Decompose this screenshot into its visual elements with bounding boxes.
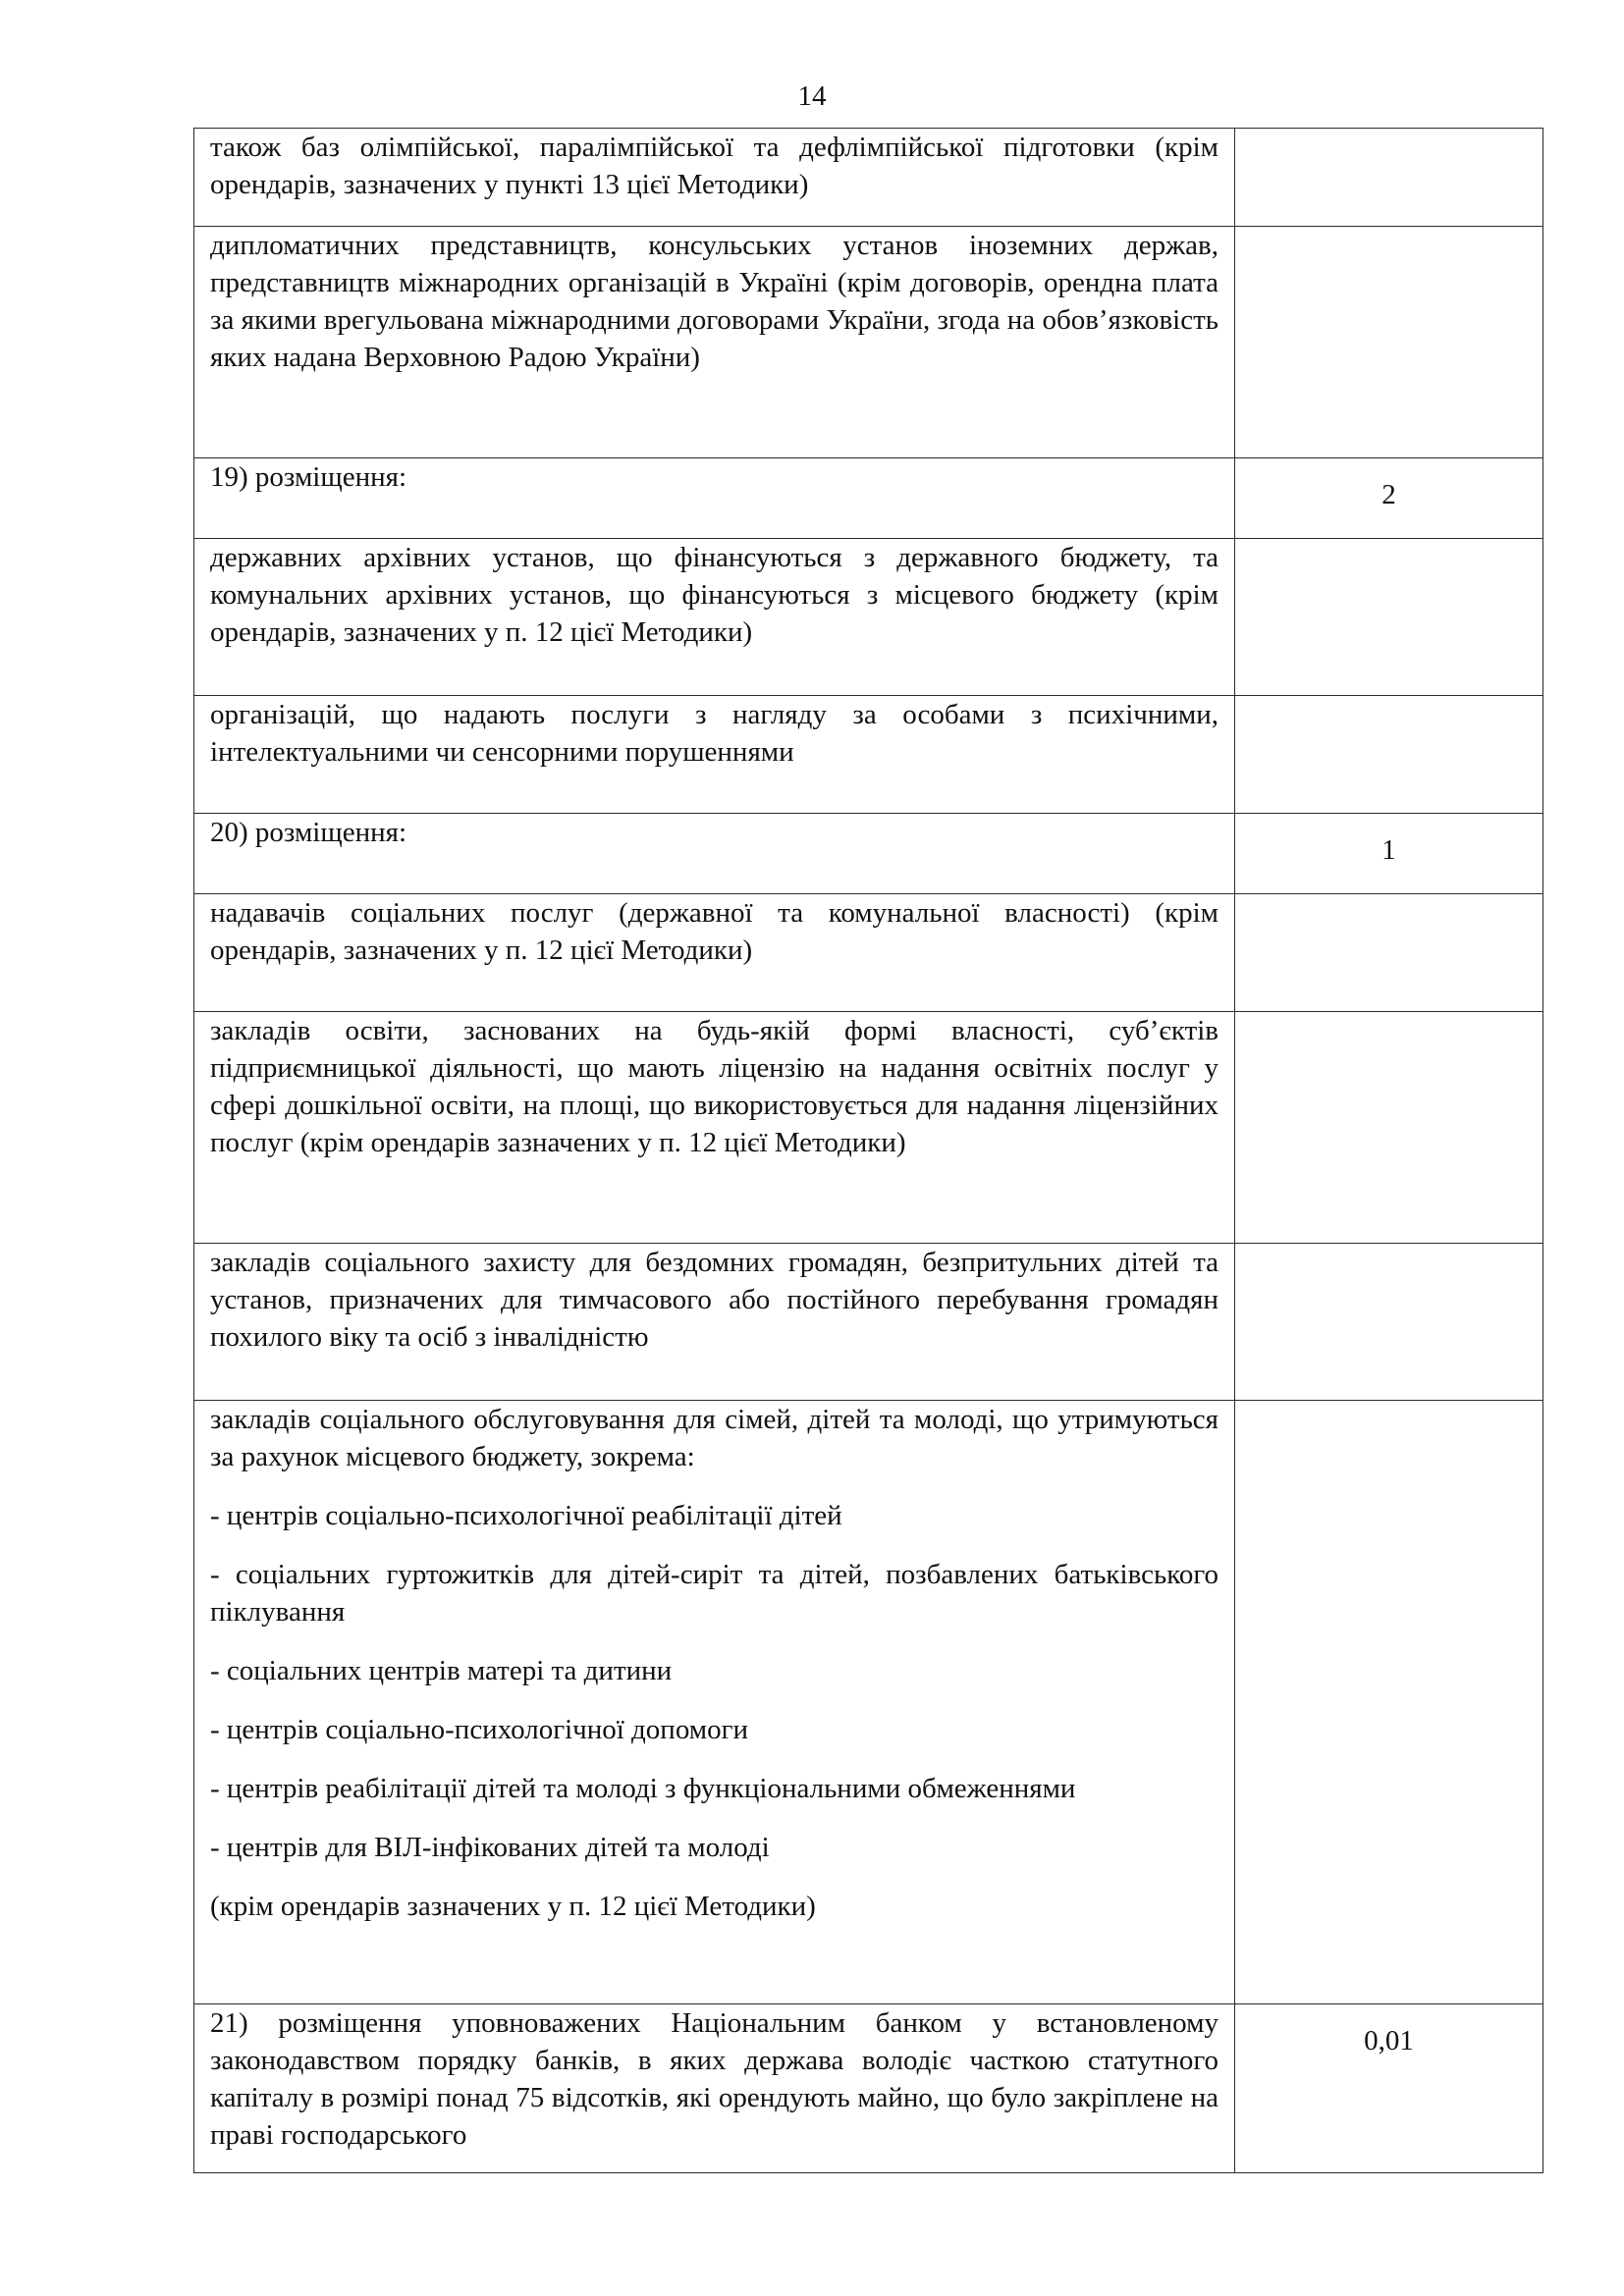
table-row [194,458,1543,539]
table-row [194,129,1543,227]
list-item: - центрів реабілітації дітей та молоді з функціональними обмеженнями [210,1773,1076,1804]
table-row [194,227,1543,458]
row-description: також баз олімпійської, паралімпійської та дефлімпійської підготовки (крім орендарів, зазначених у пункті 13 цієї Методики) [210,132,1218,200]
row-description: 19) розміщення: [210,461,406,493]
table-row [194,814,1543,894]
row-value: 1 [1381,834,1396,866]
list-item: - соціальних гуртожитків для дітей-сиріт та дітей, позбавлених батьківського піклування [210,1559,1218,1628]
row-description: дипломатичних представництв, консульських установ іноземних держав, представництв міжнародних організацій в Україні (крім договорів, орендна плата за якими врегульована міжнародними договорами України, згода на обов’язковість яких надана Верховною Радою України) [210,230,1218,373]
list-item: (крім орендарів зазначених у п. 12 цієї Методики) [210,1891,816,1922]
row-description: закладів освіти, заснованих на будь-якій формі власності, суб’єктів підприємницької діяльності, що мають ліцензію на надання освітніх послуг у сфері дошкільної освіти, на площі, що використовується для надання ліцензійних послуг (крім орендарів зазначених у п. 12 цієї Методики) [210,1015,1218,1158]
table-row [194,539,1543,696]
table-row [194,1401,1543,2004]
list-item: - центрів для ВІЛ-інфікованих дітей та молоді [210,1832,770,1863]
row-value: 2 [1381,479,1396,510]
row-description: державних архівних установ, що фінансуються з державного бюджету, та комунальних архівних установ, що фінансуються з місцевого бюджету (крім орендарів, зазначених у п. 12 цієї Методики) [210,542,1218,648]
page-number: 14 [797,80,827,112]
list-item: - соціальних центрів матері та дитини [210,1655,673,1686]
row-description: організацій, що надають послуги з нагляду за особами з психічними, інтелектуальними чи сенсорними порушеннями [210,699,1218,768]
rent-rates-table [193,128,1543,2173]
list-item: - центрів соціально-психологічної реабілітації дітей [210,1500,842,1531]
row-description: закладів соціального захисту для бездомних громадян, безпритульних дітей та установ, призначених для тимчасового або постійного перебування громадян похилого віку та осіб з інвалідністю [210,1247,1218,1353]
row-description: надавачів соціальних послуг (державної та комунальної власності) (крім орендарів, зазначених у п. 12 цієї Методики) [210,897,1218,966]
list-item: - центрів соціально-психологічної допомоги [210,1714,749,1745]
row-value: 0,01 [1364,2025,1414,2056]
table-row [194,696,1543,814]
table-row [194,1012,1543,1244]
table-row [194,894,1543,1012]
row-description: 21) розміщення уповноважених Національним банком у встановленому законодавством порядку банків, в яких держава володіє часткою статутного капіталу в розмірі понад 75 відсотків, які орендують майно, що було закріплене на праві господарського [210,2007,1218,2151]
list-item: закладів соціального обслуговування для сімей, дітей та молоді, що утримуються за рахунок місцевого бюджету, зокрема: [210,1404,1218,1472]
table-row [194,1244,1543,1401]
table-row [194,2004,1543,2173]
row-description: 20) розміщення: [210,817,406,848]
